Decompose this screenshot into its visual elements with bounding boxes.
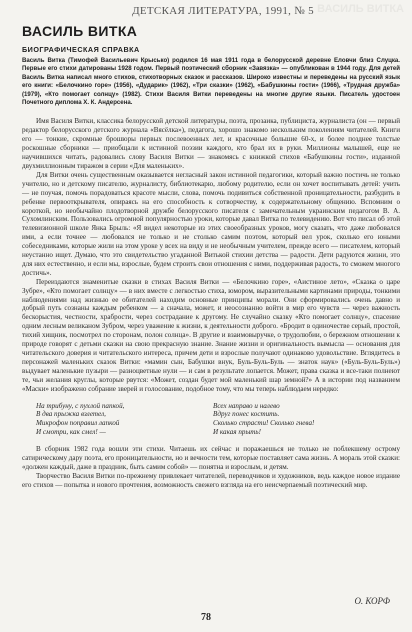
paragraph: В сборник 1982 года вошли эти стихи. Читаешь их сейчас и поражаешься не только не поблекшему острому сатирическому дару поэта, его проницательности, но и вечности тем, которые поставляет сама жизнь. А мораль этой сказки: «должен каждый, даже в праздник, быть самим собой» — понятна и взрослым, и детям.: [22, 445, 400, 471]
poem-column-left: [36, 402, 201, 438]
poem-line: В два прыжка взлетел,: [36, 410, 106, 419]
poem-line: Сколько страсти! Сколько гнева!: [213, 419, 315, 428]
poem-column-right: [213, 402, 378, 438]
running-head: ДЕТСКАЯ ЛИТЕРАТУРА, 1991, № 5: [132, 5, 314, 17]
section-label: БИОГРАФИЧЕСКАЯ СПРАВКА: [22, 45, 140, 54]
poem-excerpt: [36, 402, 400, 438]
biographical-note: Василь Витка (Тимофей Васильевич Крысько) родился 16 мая 1911 года в белорусской деревне Еловчи близ Слуцка. Первые его стихи датированы 1928 годом. Первый поэтический сборник «Завязка» — опубликован в 1944 году. Для детей Василь Витка написал много стихов, стихотворных сказок и рассказов. Широко известны и переведены на русский язык его книги: «Белочкино горе» (1956), «Дударик» (1962), «Три сказки» (1962), «Бабушкины гости» (1966), «Трудная дружба» (1979), «Кто помогает солнцу» (1982). Стихи Василя Витки переведены на многие другие языки. Писатель удостоен Почетного диплома Х. К. Андерсена.: [22, 57, 400, 107]
paragraph: Творчество Василя Витки по-прежнему привлекает читателей, переводчиков и художников, ведь каждое новое издание его стихов — попытка и нового прочтения, возможность свежего взгляда на его неисчерпаемый поэтический мир.: [22, 471, 400, 489]
poem-line: Всех направо и налево: [213, 401, 280, 410]
paragraph: Имя Василя Витки, классика белорусской детской литературы, поэта, прозаика, публициста, журналиста (он — первый редактор белорусского детского журнала «Вясёлка»), педагога, хорошо знакомо нескольким поколениям читателей. Книги его — тонкие, скромные брошюры первых послевоенных лет, и красочные большие 60-х, и более позднее толстые роскошные сборники — приобщали к истинной поэзии каждого, кто брал их в руки. Миллионы малышей, еще не научившихся читать, радовались слову Василя Витки — знакомясь с книжкой стихов «Бабушкины гости», изданной двухмиллионным тиражом в серии «Для маленьких».: [22, 117, 400, 170]
paragraph: Для Витки очень существенным оказывается негласный закон истинной педагогики, который важно постичь не только учителю, но и детскому писателю, журналисту, библиотекарю, любому родителю, если он хочет воспитывать детей: учить — не поучая, помочь порадоваться красоте мысли, слова, помочь подивиться собственной проницательности, разбудить в ребенке первооткрывателя, опираясь на его способность к сотворчеству, к содержательному общению. Вспомним о короткой, но необычайно плодотворной дружбе белорусского писателя с замечательным украинским педагогом В. А. Сухомлинским. Пользовались огромной популярностью уроки, которые давал Витка по телевидению. Вот что писал об этой телевизионной школе Янка Брыль: «Я видел некоторые из этих своеобразных уроков, могу сказать, что даже любовался ими, а если точнее — любовался не только и не столько самим поэтом, который вел урок, сколько его юными собеседниками, которые жили на этом уроке у всех на виду и не необычным учителем, прежде всего — писателем, который неустанно ищет. Думаю, что это свидетельство угаданной Витькой стихии детства — радости. Дети радуются жизни, это для них естественно, и если мы, взрослые, будем строить свои отношения с ними, поддерживая радость, то сможем многого достичь».: [22, 170, 400, 277]
poem-line: И смотри, как смел! —: [36, 428, 106, 437]
page-number: 78: [201, 612, 211, 623]
poem-line: На трибуну, с пухлой папкой,: [36, 401, 125, 410]
poem-line: Микрофон поправил лапкой: [36, 419, 120, 428]
paragraph: Переиздаются знаменитые сказки в стихах Василя Витки — «Белочкино горе», «Аистиное лето», «Сказка о царе Зубре», «Кто помогает солнцу» — в них вместе с легкостью стиха, юмором, выразительными картинами природы, тонкими наблюдениями над жизнью ее обитателей находим основные принципы морали. Они сформировались очень давно и добрый путь сознаны каждым ребенком — а сначала, может, и неосознанно войти в мир его чувств — через важность бескорыстия, честности, храбрости, через сострадание к другому. Не случайно сказку «Кто помогает солнцу», спасение одним лесным великаном Зубром, через уважение к жизни, к деятельности доброго. «Бродит в одиночестве серый, простой, тихий хищник, посмотрел по сторонам, полон солнца». В другие и взаимовыручке, о трудолюбии, о бережном отношении к природе говорят с детьми сказки на свою прекрасную знание. Знание жизни и оригинальность вымысла — основания для читательского доверия и читательского интереса, причем дети и взрослые получают одинаково удовольствие. Вглядитесь в персонажей маленьких сказок Витки: «мамин сын, Бабушки внук, Буль-Буль-Буль — знаток наук» («Буль-Буль-Буль») выдувает маленькие пузыри — разноцветные нули — и сам в результате лопается. Может, права сказка и все-таки полнеют те, чьи желания круглы, которые рвутся: «Может, создан будет мой маленький шар земной?» А в истории под названием «Маски» изображено собрание зверей и голосование, подобное тому, что мы теперь наблюдаем нередко:: [22, 277, 400, 393]
author-signature: О. КОРФ: [354, 596, 390, 606]
bleed-through-text: ВАСИЛЬ ВИТКА: [317, 3, 404, 15]
poem-line: И какая прыть!: [213, 428, 261, 437]
article-title: ВАСИЛЬ ВИТКА: [22, 23, 138, 39]
poem-line: Вдруг понес костить.: [213, 410, 280, 419]
article-body: [22, 117, 400, 489]
